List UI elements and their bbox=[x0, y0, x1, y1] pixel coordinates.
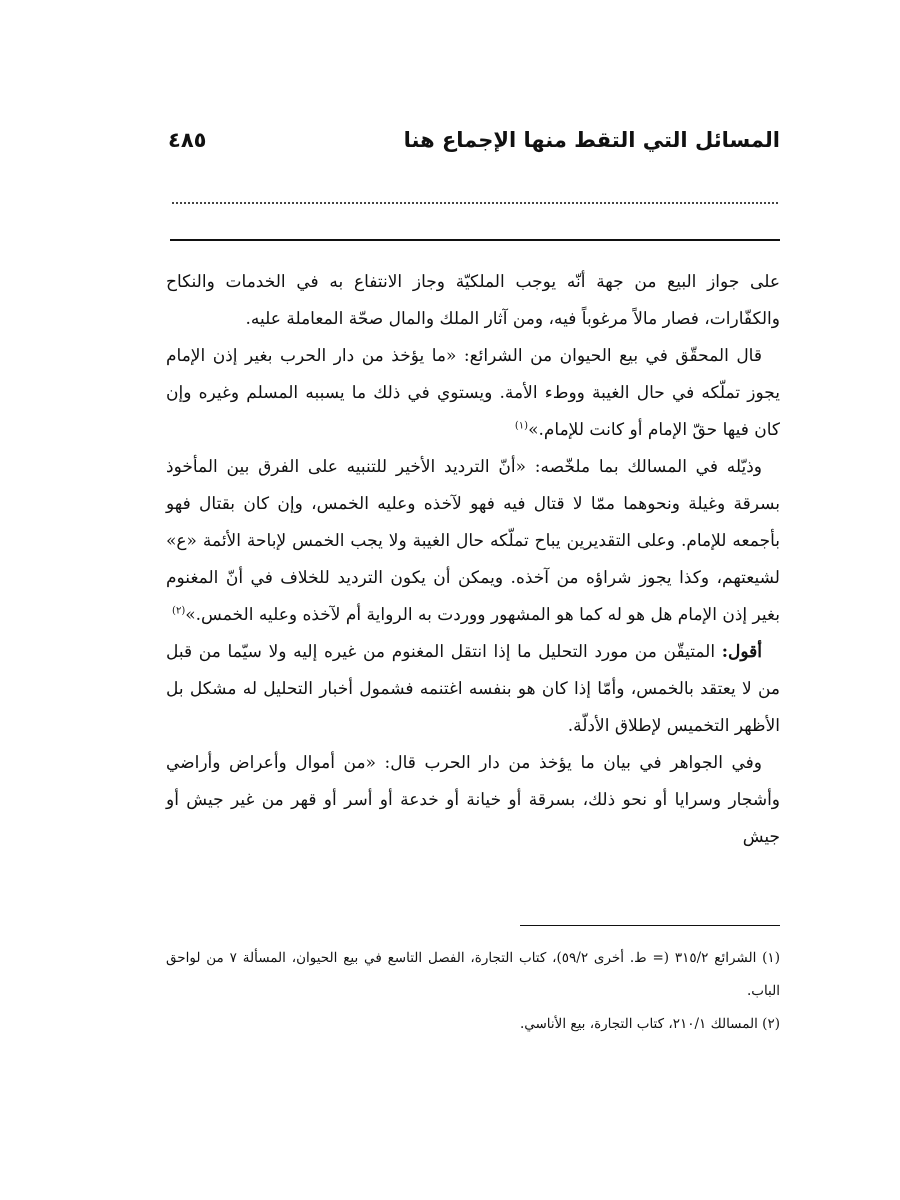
paragraph-text: وفي الجواهر في بيان ما يؤخذ من دار الحرب قال: «من أموال وأعراض وأراضي وأشجار وسرايا أو نحو ذلك، بسرقة أو خيانة أو خدعة أو أسر أو قهر من غير جيش أو جيش bbox=[166, 753, 780, 847]
paragraph bbox=[166, 745, 780, 856]
paragraph-text: المتيقّن من مورد التحليل ما إذا انتقل المغنوم من غيره إليه ولا سيّما من قبل من لا يعتقد بالخمس، وأمّا إذا كان هو بنفسه اغتنمه فشمول أخبار التحليل له مشكل بل الأظهر التخميس لإطلاق الأدلّة. bbox=[166, 642, 780, 736]
page-number: ٤٨٥ bbox=[168, 128, 207, 152]
main-text bbox=[166, 264, 780, 856]
footnote: (١) الشرائع ٣١٥/٢ (= ط. أخرى ٥٩/٢)، كتاب التجارة، الفصل التاسع في بيع الحيوان، المسألة ٧ من لواحق الباب. bbox=[166, 950, 780, 999]
footnote-divider bbox=[520, 925, 780, 926]
footnote-marker: (٢) bbox=[172, 605, 186, 617]
paragraph-text: وذيّله في المسالك بما ملخّصه: «أنّ الترديد الأخير للتنبيه على الفرق بين المأخوذ بسرقة وغيلة ونحوهما ممّا لا قتال فيه فهو لآخذه وعليه الخمس، وإن كان بقتال فهو بأجمعه للإمام. وعلى التقديرين يباح تملّكه حال الغيبة ولا يجب الخمس لإباحة الأئمة «ع» لشيعتهم، وكذا يجوز شراؤه من آخذه. ويمكن أن يكون الترديد للخلاف في أنّ المغنوم بغير إذن الإمام هل هو له كما هو المشهور ووردت به الرواية أم لآخذه وعليه الخمس.» bbox=[166, 457, 780, 625]
footnote: (٢) المسالك ٢١٠/١، كتاب التجارة، بيع الأناسي. bbox=[519, 1016, 780, 1032]
paragraph-text: على جواز البيع من جهة أنّه يوجب الملكيّة وجاز الانتفاع به في الخدمات والنكاح والكفّارات، فصار مالاً مرغوباً فيه، ومن آثار الملك والمال صحّة المعاملة عليه. bbox=[166, 272, 780, 329]
paragraph-lead: أقول: bbox=[721, 642, 762, 662]
dotted-divider bbox=[172, 202, 778, 204]
running-title: المسائل التي التقط منها الإجماع هنا bbox=[403, 128, 780, 152]
paragraph-text: قال المحقّق في بيع الحيوان من الشرائع: «ما يؤخذ من دار الحرب بغير إذن الإمام يجوز تملّكه في حال الغيبة ووطء الأمة. ويستوي في ذلك ما يسببه المسلم وغيره وإن كان فيها حقّ الإمام أو كانت للإمام.» bbox=[166, 346, 780, 440]
paragraph bbox=[166, 338, 780, 449]
footnote-marker: (١) bbox=[514, 420, 529, 432]
header-divider bbox=[170, 239, 780, 241]
paragraph bbox=[166, 449, 780, 634]
paragraph bbox=[166, 264, 780, 338]
page-header bbox=[168, 128, 780, 164]
footnotes bbox=[166, 942, 780, 1041]
paragraph bbox=[166, 634, 780, 745]
